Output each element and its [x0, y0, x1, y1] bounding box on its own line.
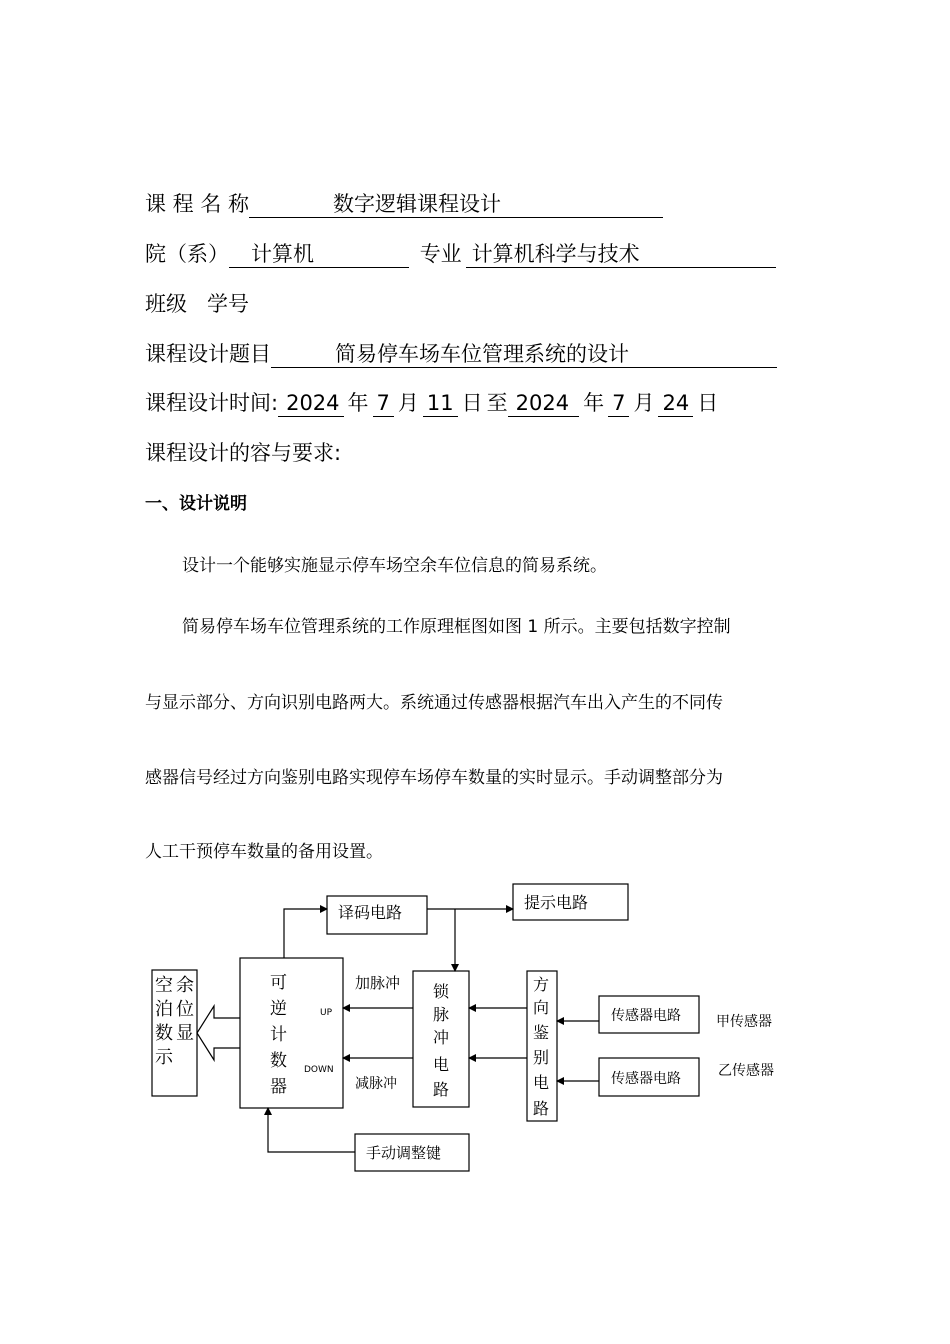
sensor-circuit-b-label: 传感器电路: [611, 1071, 681, 1087]
paragraph-2-line-3: 感器信号经过方向鉴别电路实现停车场停车数量的实时显示。手动调整部分为: [145, 768, 723, 788]
latch-char: 冲: [433, 1028, 450, 1047]
month-unit-2: 月: [633, 391, 655, 415]
year-unit-1: 年: [347, 391, 369, 415]
direction-label: [533, 975, 549, 1118]
department-value: 计算机: [251, 242, 314, 266]
display-char: 泊: [155, 999, 173, 1020]
direction-char: 别: [533, 1048, 550, 1067]
day-unit-1: 日: [461, 391, 483, 415]
latch-char: 脉: [433, 1005, 450, 1024]
start-year: 2024: [278, 390, 343, 417]
counter-box: [240, 958, 343, 1108]
manual-to-counter-arrow: [268, 1108, 355, 1152]
paragraph-2-line-4: 人工干预停车数量的备用设置。: [145, 842, 383, 862]
month-unit-1: 月: [397, 391, 419, 415]
direction-char: 电: [533, 1073, 550, 1092]
direction-char: 鉴: [533, 1023, 550, 1042]
topic-value: 简易停车场车位管理系统的设计: [335, 342, 629, 366]
end-year: 2024: [508, 390, 579, 417]
class-label: 班级: [145, 292, 187, 316]
course-name-value: 数字逻辑课程设计: [333, 192, 502, 216]
end-day: 24: [658, 390, 693, 417]
student-number-label: 学号: [207, 292, 249, 316]
counter-char: 计: [270, 1025, 287, 1045]
course-name-label: 课 程 名 称: [145, 192, 250, 216]
display-char: 数: [155, 1023, 173, 1044]
major-label: 专业: [419, 242, 462, 266]
manual-key-label: 手动调整键: [366, 1144, 442, 1162]
add-pulse-label: 加脉冲: [355, 974, 401, 992]
decoder-label: 译码电路: [338, 903, 403, 922]
direction-char: 向: [533, 998, 550, 1017]
counter-char: 数: [270, 1051, 287, 1071]
counter-to-display-hollow-arrow: [197, 1006, 240, 1060]
direction-char: 方: [533, 975, 550, 994]
display-char: 显: [176, 1023, 194, 1044]
paragraph-2-line-2: 与显示部分、方向识别电路两大。系统通过传感器根据汽车出入产生的不同传: [145, 693, 723, 713]
major-value: 计算机科学与技术: [471, 242, 640, 266]
paragraph-2-line-1: 简易停车场车位管理系统的工作原理框图如图 1 所示。主要包括数字控制: [182, 617, 731, 637]
counter-char: 器: [270, 1077, 287, 1097]
start-month: 7: [373, 390, 394, 417]
display-label: [155, 975, 194, 1068]
sensor-circuit-a-label: 传感器电路: [611, 1008, 681, 1024]
up-pin-label: UP: [320, 1008, 333, 1018]
alert-label: 提示电路: [524, 893, 589, 912]
paragraph-1: 设计一个能够实施显示停车场空余车位信息的简易系统。: [182, 556, 607, 576]
counter-char: 逆: [270, 999, 287, 1019]
latch-label: [433, 982, 450, 1099]
display-char: 余: [176, 975, 194, 996]
latch-char: 锁: [433, 982, 450, 1001]
down-pin-label: DOWN: [304, 1065, 334, 1075]
end-month: 7: [608, 390, 629, 417]
counter-to-decoder-arrow: [284, 909, 327, 958]
content-requirements-label: 课程设计的容与要求:: [145, 441, 342, 465]
direction-char: 路: [533, 1099, 550, 1118]
topic-label: 课程设计题目: [145, 342, 271, 366]
display-char: 空: [155, 975, 173, 996]
latch-char: 路: [433, 1080, 450, 1099]
time-label: 课程设计时间:: [145, 391, 279, 415]
to-word: 至: [486, 391, 508, 415]
sensor-b-label: 乙传感器: [718, 1063, 774, 1079]
start-day: 11: [423, 390, 458, 417]
display-char: 位: [176, 999, 194, 1020]
section-heading: 一、设计说明: [145, 494, 247, 514]
counter-char: 可: [270, 973, 287, 993]
day-unit-2: 日: [697, 391, 719, 415]
year-unit-2: 年: [583, 391, 605, 415]
counter-label: [270, 973, 287, 1097]
latch-char: 电: [433, 1055, 450, 1074]
sub-pulse-label: 减脉冲: [355, 1076, 397, 1092]
sensor-a-label: 甲传感器: [716, 1014, 772, 1030]
display-char: 示: [155, 1047, 173, 1068]
department-label: 院（系）: [145, 242, 229, 266]
